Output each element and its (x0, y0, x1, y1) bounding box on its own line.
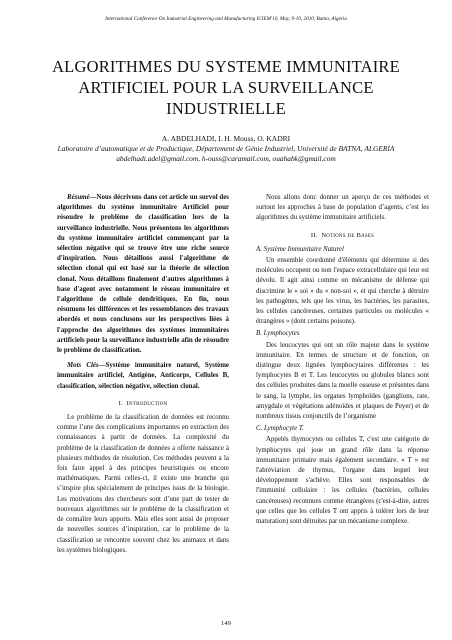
emails: abdelhadi.adel@gmail.com, h-ouss@caramail.com, ouahabk@gmail.com (116, 154, 336, 163)
subsection-heading-b: B. Lymphocytes (256, 330, 300, 338)
subsection-heading-c: C. Lymphocyte T. (256, 425, 304, 433)
section-heading-introduction: I. Introduction (118, 399, 168, 407)
title-line: ARTIFICIEL POUR LA SURVEILLANCE (78, 78, 374, 97)
left-column (57, 193, 229, 556)
affiliation-block (40, 144, 412, 164)
authors: A. ABDELHADI, L H. Mouss, O. KADRI (161, 134, 291, 143)
keywords (57, 361, 229, 392)
paragraph: Des leucocytes qui ont un rôle majeur dans le système immunitaire. En termes de structure et de fonction, on distingue deux lignées lymphocytaires différentes : les lymphocytes B et T. Les leucocytes ou globules blancs sont des cellules produites dans la moelle osseuse et présentes dans le sang, la lymphe, les organes lymphoïdes (ganglions, rate, amygdale et végétations adénoïdes et plaques de Peyer) et de nombreux tissus conjonctifs de l’organisme (256, 341, 429, 421)
affiliation: Laboratoire d’automatique et de Productique, Département de Génie Industriel, Université de BATNA, ALGERIA (57, 144, 395, 153)
right-column (256, 193, 429, 527)
abstract-text: —Nous décrivons dans cet article un survol des algorithmes du système immunitaire Artificiel pour résoudre le problème de classification lors de la surveillance industrielle. Nous présentons les algorithmes du système immunitaire artificiel commençant par la sélection négative qui se trouve être une riche source d'inspiration. Nous détaillons aussi l'algorithme de sélection clonal qui est basé sur la théorie de sélection clonal. Nous détaillons finalement d'autres algorithmes à base d'agent avec notamment le réseau immunitaire et l'algorithme de cellule dendritiques. En fin, nous résumons les différences et les ressemblances des travaux abordés et nous conclusons sur les perspectives liées à l'approche des algorithmes des systèmes immunitaires artificiels pour la surveillance industrielle afin de résoudre le problème de classification. (57, 194, 229, 355)
intro-paragraph: Le problème de la classification de données est reconnu comme l’une des complications importantes en extraction des connaissances à partir de données. La complexité du problème de la classification de données a offerte naissance à plusieurs méthodes de résolution. Ces méthodes peuvent a la fois faire appel à des principes heuristiques ou encore mathématiques. Parmi celles-ci, il existe une branche qui s’inspire plus spécialement de principes issus de la biologie. Les motivations des chercheurs sont d’une part de tester de nouveaux algorithmes sur le problème de la classification et de connaître leurs apports. Mais elles sont aussi de proposer de nouvelles sources d’inspiration, car le problème de la classification se rencontre souvent chez les animaux et dans les systèmes biologiques. (57, 414, 229, 554)
keywords-text: —Système immunitaire naturel, Système immunitaire artificiel, Antigène, Anticorps, Cellules B, classification, sélection négative, sélection clonal. (57, 362, 229, 390)
title-line: ALGORITHMES DU SYSTEME IMMUNITAIRE (52, 57, 400, 76)
conference-header: International Conference On Industrial Engineering and Manufacturing ICIEM'10, May, 9-10, 2010, Batna, Algeria (105, 16, 347, 22)
page-number: 149 (221, 620, 231, 627)
abstract (57, 193, 229, 356)
section-heading-notions: II. Notions de Bases (310, 231, 375, 239)
paragraph: Un ensemble coordonné d'éléments qui détermine si des molécules occupent ou non l'espace extracellulaire qui leur est dévolu. Il agit ainsi comme un mécanisme de défense qui discrimine le « soi » du « non-soi », et qui cherche à détruire les pathogènes, tels que les virus, les bactéries, les parasites, les cellules cancéreuses, certaines particules ou molécules « étrangères » (dont certains poisons). (256, 257, 429, 326)
abstract-lead: Résumé (67, 194, 90, 201)
title-line: INDUSTRIELLE (166, 99, 286, 118)
paper-title (30, 56, 422, 119)
paragraph: Appelés thymocytes ou cellules T, c'est une catégorie de lymphocytes qui joue un grand rôle dans la réponse immunitaire primaire mais également secondaire. « T » est l'abréviation de thymus, l'organe dans lequel leur développement s'achève. Elles sont responsables de l'immunité cellulaire : les cellules (bactéries, cellules cancéreuses) reconnues comme étrangères (c'est-à-dire, autres que celles que les cellules T ont appris à tolérer lors de leur maturation) sont détruites par un mécanisme complexe. (256, 436, 429, 526)
paragraph: Nous allons donc donner un aperçu de ces méthodes et surtout les approches à base de population d’agents, c’est les algorithmes du système immunitaire artificiels. (256, 194, 429, 222)
subsection-heading-a: A. Système Immunitaire Naturel (256, 245, 344, 253)
keywords-lead: Mots Clés (67, 362, 99, 370)
